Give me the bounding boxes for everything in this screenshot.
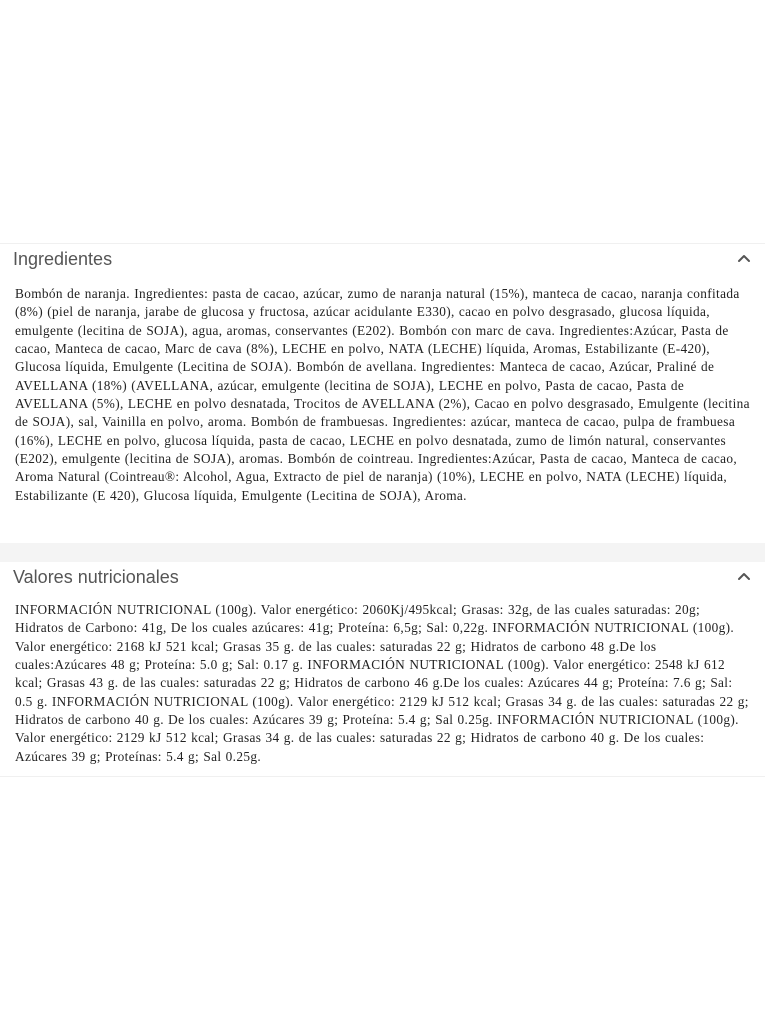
ingredients-title: Ingredientes [13,249,113,269]
nutrition-section [0,562,765,777]
ingredients-header[interactable] [0,244,765,274]
nutrition-title: Valores nutricionales [13,567,179,587]
nutrition-text: INFORMACIÓN NUTRICIONAL (100g). Valor energético: 2060Kj/495kcal; Grasas: 32g, de las cuales saturadas: 20g; Hidratos de Carbono: 41g, De los cuales azúcares: 41g; Proteína: 6,5g; Sal: 0,22g. INFORMACIÓN NUTRICIONAL (100g). Valor energético: 2168 kJ 521 kcal; Grasas 35 g. de las cuales: saturadas 22 g; Hidratos de carbono 48 g.De los cuales:Azúcares 48 g; Proteína: 5.0 g; Sal: 0.17 g. INFORMACIÓN NUTRICIONAL (100g). Valor energético: 2548 kJ 612 kcal; Grasas 43 g. de las cuales: saturadas 22 g; Hidratos de carbono 46 g.De los cuales: Azúcares 44 g; Proteína: 7.6 g; Sal: 0.5 g. INFORMACIÓN NUTRICIONAL (100g). Valor energético: 2129 kJ 512 kcal; Grasas 34 g. de las cuales: saturadas 22 g; Hidratos de carbono 40 g. De los cuales: Azúcares 39 g; Proteína: 5.4 g; Sal 0.25g. INFORMACIÓN NUTRICIONAL (100g). Valor energético: 2129 kJ 512 kcal; Grasas 34 g. de las cuales: saturadas 22 g; Hidratos de carbono 40 g. De los cuales: Azúcares 39 g; Proteínas: 5.4 g; Sal 0.25g. [15,602,749,764]
ingredients-section [0,243,765,544]
chevron-up-icon[interactable] [737,253,751,263]
ingredients-text: Bombón de naranja. Ingredientes: pasta de cacao, azúcar, zumo de naranja natural (15%), manteca de cacao, naranja confitada (8%) (piel de naranja, jarabe de glucosa y fructosa, azúcar acidulante E330), cacao en polvo desgrasado, glucosa líquida, emulgente (lecitina de SOJA), agua, aromas, conservantes (E202). Bombón con marc de cava. Ingredientes:Azúcar, Pasta de cacao, Manteca de cacao, Marc de cava (8%), LECHE en polvo, NATA (LECHE) líquida, Aromas, Estabilizante (E-420), Glucosa líquida, Emulgente (Lecitina de SOJA). Bombón de avellana. Ingredientes: Manteca de cacao, Azúcar, Praliné de AVELLANA (18%) (AVELLANA, azúcar, emulgente (lecitina de SOJA), LECHE en polvo, Pasta de cacao, Pasta de AVELLANA (5%), LECHE en polvo desnatada, Trocitos de AVELLANA (2%), Cacao en polvo desgrasado, Emulgente (lecitina de SOJA), sal, Vainilla en polvo, aroma. Bombón de frambuesas. Ingredientes: azúcar, manteca de cacao, pulpa de frambuesa (16%), LECHE en polvo, glucosa líquida, pasta de cacao, LECHE en polvo desnatada, zumo de limón natural, conservantes (E202), emulgente (lecitina de SOJA), aromas. Bombón de cointreau. Ingredientes:Azúcar, Pasta de cacao, Manteca de cacao, Aroma Natural (Cointreau®: Alcohol, Agua, Extracto de piel de naranja) (10%), LECHE en polvo, NATA (LECHE) líquida, Estabilizante (E 420), Glucosa líquida, Emulgente (Lecitina de SOJA), Aroma. [15,286,750,503]
chevron-up-icon[interactable] [737,571,751,581]
nutrition-header[interactable] [0,562,765,592]
section-divider [0,543,765,562]
